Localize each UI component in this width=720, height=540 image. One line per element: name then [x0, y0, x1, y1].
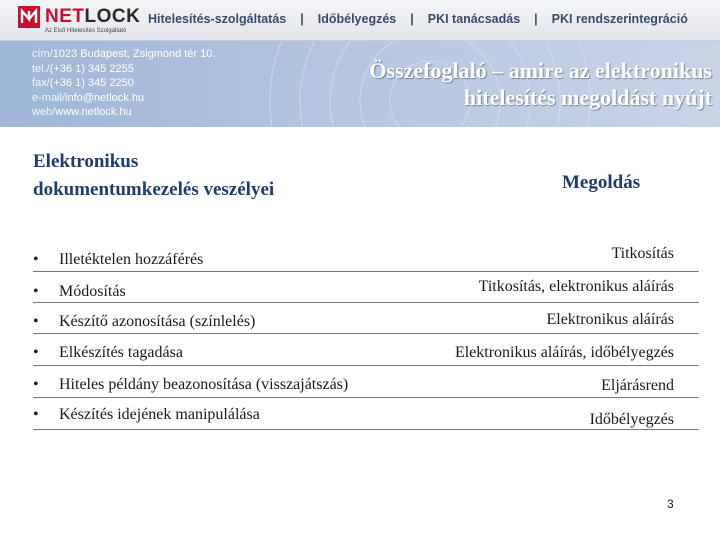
- solution-item: Titkosítás, elektronikus aláírás: [478, 278, 674, 295]
- nav-hitelesites[interactable]: Hitelesítés-szolgáltatás: [148, 12, 287, 26]
- contact-banner: [0, 41, 720, 127]
- nav-idobelyegzes[interactable]: Időbélyegzés: [317, 12, 397, 26]
- row-divider: [33, 333, 699, 334]
- threat-item: • Készítés idejének manipulálása: [33, 406, 260, 423]
- logo-lock: LOCK: [84, 6, 141, 27]
- contact-info: [32, 47, 215, 120]
- row-divider: [33, 365, 699, 366]
- solution-item: Eljárásrend: [601, 377, 674, 394]
- solution-item: Időbélyegzés: [589, 411, 674, 428]
- netlock-logo[interactable]: [18, 6, 141, 36]
- nav-separator: |: [300, 12, 304, 26]
- logo-net: NET: [45, 6, 85, 27]
- nav-separator: |: [534, 12, 538, 26]
- contact-phone: tel./(+36 1) 345 2255: [32, 62, 134, 75]
- main-nav: [148, 12, 688, 26]
- page-number: 3: [667, 497, 674, 511]
- slide-title-line1: Összefoglaló – amire az elektronikus: [369, 58, 712, 83]
- threat-item: • Készítő azonosítása (színlelés): [33, 313, 256, 330]
- contact-email[interactable]: e-mail/info@netlock.hu: [32, 91, 145, 104]
- logo-tagline: Az Első Hitelesítés Szolgáltató: [45, 28, 127, 34]
- nav-pki-rendszerintegracio[interactable]: PKI rendszerintegráció: [551, 12, 688, 26]
- netlock-logo-icon: [18, 6, 40, 28]
- threat-item: • Illetéktelen hozzáférés: [33, 251, 204, 268]
- slide-title: [242, 57, 712, 111]
- threat-item: • Módosítás: [33, 283, 126, 300]
- solution-heading: Megoldás: [562, 172, 641, 193]
- threat-item: • Elkészítés tagadása: [33, 344, 183, 361]
- slide-title-line2: hitelesítés megoldást nyújt: [463, 85, 712, 110]
- row-divider: [33, 271, 699, 272]
- contact-address: cím/1023 Budapest, Zsigmond tér 10.: [32, 48, 216, 60]
- solution-item: Elektronikus aláírás, időbélyegzés: [454, 344, 674, 361]
- logo-wordmark: [45, 6, 140, 28]
- nav-separator: |: [410, 12, 414, 26]
- row-divider: [33, 429, 699, 430]
- solution-item: Titkosítás: [611, 245, 674, 262]
- top-navigation-bar: [0, 0, 720, 41]
- solution-item: Elektronikus aláírás: [546, 311, 674, 328]
- row-divider: [33, 302, 699, 303]
- threat-item: • Hiteles példány beazonosítása (visszajátszás): [33, 376, 349, 393]
- row-divider: [33, 397, 699, 398]
- contact-fax: fax/(+36 1) 345 2250: [32, 77, 134, 89]
- threats-heading: Elektronikus dokumentumkezelés veszélyei: [33, 151, 275, 200]
- contact-web[interactable]: web/www.netlock.hu: [32, 106, 132, 118]
- nav-pki-tanacsadas[interactable]: PKI tanácsadás: [427, 12, 521, 26]
